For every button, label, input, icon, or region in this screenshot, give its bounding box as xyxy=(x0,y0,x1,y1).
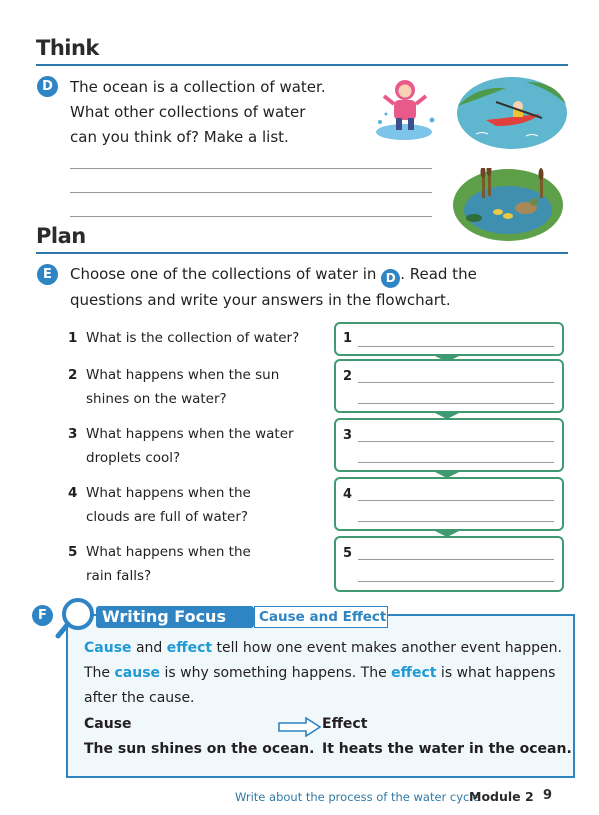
right-arrow-icon xyxy=(278,717,322,737)
definition-line-3: after the cause. xyxy=(84,690,195,706)
think-prompt-line: What other collections of water xyxy=(70,103,306,121)
question-5 xyxy=(68,540,251,588)
definition-line-1 xyxy=(84,636,564,661)
think-heading: Think xyxy=(36,36,99,60)
question-text: rain falls? xyxy=(86,568,152,584)
section-d-badge: D xyxy=(37,76,58,97)
definition-text: is what happens xyxy=(436,665,556,681)
question-number: 3 xyxy=(68,426,78,442)
definition-text: is why something happens. The xyxy=(160,665,392,681)
think-prompt-line: The ocean is a collection of water. xyxy=(70,78,326,96)
effect-label: Effect xyxy=(322,716,368,732)
definition-text: tell how one event makes another event happen. xyxy=(212,640,562,656)
question-text: clouds are full of water? xyxy=(86,509,249,525)
question-text: droplets cool? xyxy=(86,450,181,466)
cause-label: Cause xyxy=(84,716,132,732)
question-text: What happens when the xyxy=(86,485,251,501)
plan-instruction-text: Choose one of the collections of water in xyxy=(70,265,377,283)
flowchart-answer-line[interactable] xyxy=(358,521,554,522)
pond-ducks-illustration xyxy=(452,168,564,242)
writing-focus-body xyxy=(84,636,564,711)
think-rule xyxy=(36,64,568,66)
question-text: shines on the water? xyxy=(86,391,227,407)
cause-example: The sun shines on the ocean. xyxy=(84,741,315,757)
plan-instruction-text: . Read the xyxy=(400,265,477,283)
answer-line-3[interactable] xyxy=(70,216,432,217)
cause-keyword: cause xyxy=(114,665,161,681)
question-number: 5 xyxy=(68,544,78,560)
page-number: 9 xyxy=(543,788,553,803)
flowchart-box-4[interactable] xyxy=(334,477,564,531)
question-text: What happens when the water xyxy=(86,426,294,442)
flowchart-number: 4 xyxy=(343,487,353,502)
footer-module: Module 2 xyxy=(469,789,534,804)
question-number: 1 xyxy=(68,330,78,346)
flowchart-number: 3 xyxy=(343,428,353,443)
flowchart-answer-line[interactable] xyxy=(358,403,554,404)
think-prompt-line: can you think of? Make a list. xyxy=(70,128,289,146)
definition-line-2 xyxy=(84,661,564,686)
definition-text: The xyxy=(84,665,115,681)
effect-example: It heats the water in the ocean. xyxy=(322,741,572,757)
question-number: 4 xyxy=(68,485,78,501)
writing-focus-subtitle: Cause and Effect xyxy=(254,606,388,628)
section-e-badge: E xyxy=(37,264,58,285)
plan-instruction-line-1 xyxy=(70,262,477,288)
question-3 xyxy=(68,422,294,470)
effect-keyword: effect xyxy=(166,640,213,656)
river-kayak-illustration xyxy=(456,76,568,150)
flowchart-number: 5 xyxy=(343,546,353,561)
section-d-reference-badge: D xyxy=(381,269,400,288)
flowchart-answer-line[interactable] xyxy=(358,462,554,463)
question-number: 2 xyxy=(68,367,78,383)
flowchart-answer-line[interactable] xyxy=(358,559,554,560)
footer-caption: Write about the process of the water cycle xyxy=(235,790,480,804)
flowchart-number: 1 xyxy=(343,331,353,346)
plan-rule xyxy=(36,252,568,254)
cause-keyword: Cause xyxy=(84,640,132,656)
magnifier-icon xyxy=(54,596,98,640)
flowchart-box-5[interactable] xyxy=(334,536,564,592)
question-text: What happens when the sun xyxy=(86,367,280,383)
question-1 xyxy=(68,326,299,350)
question-4 xyxy=(68,481,251,529)
question-text: What is the collection of water? xyxy=(86,330,300,346)
flowchart-answer-line[interactable] xyxy=(358,581,554,582)
child-puddle-illustration xyxy=(372,74,442,144)
answer-line-2[interactable] xyxy=(70,192,432,193)
answer-line-1[interactable] xyxy=(70,168,432,169)
flowchart-answer-line[interactable] xyxy=(358,441,554,442)
effect-keyword: effect xyxy=(391,665,437,681)
flowchart-number: 2 xyxy=(343,369,353,384)
flowchart-box-2[interactable] xyxy=(334,359,564,413)
plan-instruction-line-2: questions and write your answers in the flowchart. xyxy=(70,291,451,309)
plan-heading: Plan xyxy=(36,224,86,248)
flowchart-answer-line[interactable] xyxy=(358,500,554,501)
flowchart-box-1[interactable] xyxy=(334,322,564,356)
think-prompt xyxy=(70,75,326,150)
question-2 xyxy=(68,363,279,411)
flowchart-box-3[interactable] xyxy=(334,418,564,472)
question-text: What happens when the xyxy=(86,544,251,560)
flowchart-answer-line[interactable] xyxy=(358,346,554,347)
plan-instruction xyxy=(70,262,477,313)
definition-text: and xyxy=(131,640,167,656)
writing-focus-title: Writing Focus xyxy=(96,606,254,628)
section-f-badge: F xyxy=(32,605,53,626)
flowchart-answer-line[interactable] xyxy=(358,382,554,383)
